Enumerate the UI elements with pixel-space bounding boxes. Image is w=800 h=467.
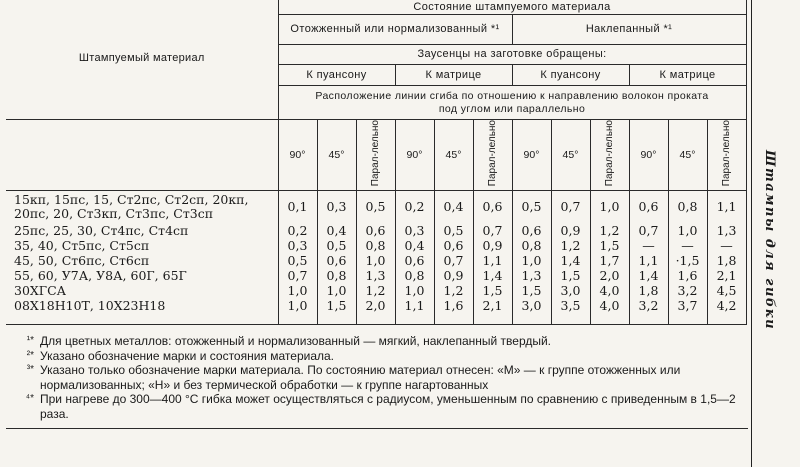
table-cell-value: 1,4 bbox=[560, 252, 581, 268]
bend-line-header: Расположение линии сгиба по отношению к направлению волокон проката под углом или параллельно bbox=[278, 86, 746, 120]
value-column bbox=[395, 190, 434, 324]
table-cell-value: 1,5 bbox=[482, 282, 503, 298]
parallel-header: Парал-лельно bbox=[487, 120, 498, 187]
table-cell-value: 0,6 bbox=[365, 222, 386, 238]
table-cell-value: 1,2 bbox=[599, 222, 620, 238]
table-cell-value: 1,3 bbox=[521, 267, 542, 283]
hardened-to-punch-header: К пуансону bbox=[512, 65, 629, 86]
table-cell-value: 0,2 bbox=[404, 198, 425, 214]
table-cell-value: 0,6 bbox=[404, 252, 425, 268]
table-cell-value: 2,1 bbox=[716, 267, 737, 283]
hardened-to-die-header: К матрице bbox=[629, 65, 746, 86]
angle-90-header: 90° bbox=[629, 120, 668, 191]
table-cell-value: 1,1 bbox=[638, 252, 659, 268]
angle-90-header: 90° bbox=[278, 120, 317, 191]
table-cell-value: — bbox=[720, 237, 733, 253]
table-cell-value: 1,0 bbox=[599, 198, 620, 214]
footnote bbox=[10, 349, 745, 364]
material-name: 08Х18Н10Т, 10Х23Н18 bbox=[14, 297, 166, 313]
state-header: Состояние штампуемого материала bbox=[278, 0, 746, 15]
table-cell-value: 0,2 bbox=[287, 222, 308, 238]
footnote-text: При нагреве до 300—400 °С гибка может осуществляться с радиусом, уменьшенным по сравнению с приведенным в 1,5—2 раза. bbox=[40, 392, 736, 421]
table-cell-value: 0,1 bbox=[287, 198, 308, 214]
table-cell-value: — bbox=[681, 237, 694, 253]
data-row bbox=[6, 190, 746, 324]
table-cell-value: 1,6 bbox=[677, 267, 698, 283]
material-name: 55, 60, У7А, У8А, 60Г, 65Г bbox=[14, 267, 187, 283]
value-column bbox=[473, 190, 512, 324]
table-cell-value: — bbox=[642, 237, 655, 253]
footnote-text: Для цветных металлов: отожженный и нормализованный — мягкий, наклепанный твердый. bbox=[40, 334, 552, 348]
table-cell-value: 1,5 bbox=[560, 267, 581, 283]
table-cell-value: 0,7 bbox=[560, 198, 581, 214]
table-cell-value: 1,0 bbox=[404, 282, 425, 298]
value-column bbox=[512, 190, 551, 324]
table-cell-value: 1,0 bbox=[287, 297, 308, 313]
table-cell-value: 0,9 bbox=[560, 222, 581, 238]
table-cell-value: 2,0 bbox=[365, 297, 386, 313]
table-cell-value: 1,4 bbox=[638, 267, 659, 283]
table-cell-value: 0,6 bbox=[521, 222, 542, 238]
table-cell-value: 1,8 bbox=[716, 252, 737, 268]
table-cell-value: 1,0 bbox=[365, 252, 386, 268]
angle-45-header: 45° bbox=[434, 120, 473, 191]
annealed-to-die-header: К матрице bbox=[395, 65, 512, 86]
table-cell-value: 1,3 bbox=[716, 222, 737, 238]
table-cell-value: 0,8 bbox=[404, 267, 425, 283]
parallel-header: Парал-лельно bbox=[604, 120, 615, 187]
material-name: 25пс, 25, 30, Ст4пс, Ст4сп bbox=[14, 222, 189, 238]
table-cell-value: 0,9 bbox=[443, 267, 464, 283]
footnote-mark: ²* bbox=[26, 349, 34, 361]
footnote bbox=[10, 363, 745, 392]
table-cell-value: 0,8 bbox=[677, 198, 698, 214]
table-cell-value: 0,8 bbox=[521, 237, 542, 253]
table-cell-value: 1,0 bbox=[326, 282, 347, 298]
table-cell-value: 0,5 bbox=[287, 252, 308, 268]
table-cell-value: 0,6 bbox=[443, 237, 464, 253]
table-cell-value: 0,6 bbox=[482, 198, 503, 214]
table-cell-value: 2,1 bbox=[482, 297, 503, 313]
table-cell-value: 1,2 bbox=[443, 282, 464, 298]
table-cell-value: 0,4 bbox=[326, 222, 347, 238]
table-cell-value: 1,4 bbox=[482, 267, 503, 283]
footnote-mark: ³* bbox=[26, 364, 34, 375]
table-cell-value: 0,5 bbox=[443, 222, 464, 238]
value-column bbox=[707, 190, 746, 324]
table-cell-value: 3,0 bbox=[521, 297, 542, 313]
table-cell-value: 0,3 bbox=[404, 222, 425, 238]
angle-45-header: 45° bbox=[317, 120, 356, 191]
footnote bbox=[10, 334, 745, 349]
table-cell-value: 1,7 bbox=[599, 252, 620, 268]
table-cell-value: 0,5 bbox=[365, 198, 386, 214]
table-cell-value: 0,7 bbox=[287, 267, 308, 283]
table-cell-value: 0,7 bbox=[443, 252, 464, 268]
table-cell-value: 4,2 bbox=[716, 297, 737, 313]
table-cell-value: 0,5 bbox=[521, 198, 542, 214]
table-cell-value: 3,2 bbox=[677, 282, 698, 298]
table-cell-value: 3,7 bbox=[677, 297, 698, 313]
table-cell-value: ·1,5 bbox=[675, 252, 700, 268]
bottom-rule bbox=[6, 428, 748, 429]
value-column bbox=[356, 190, 395, 324]
bend-radius-table bbox=[6, 0, 747, 325]
table-cell-value: 3,2 bbox=[638, 297, 659, 313]
page-spine-line bbox=[751, 0, 752, 467]
value-column bbox=[278, 190, 317, 324]
table-cell-value: 0,3 bbox=[326, 198, 347, 214]
work-hardened-header: Наклепанный *¹ bbox=[512, 15, 746, 45]
annealed-header: Отожженный или нормализованный *¹ bbox=[278, 15, 512, 45]
table-cell-value: 0,7 bbox=[482, 222, 503, 238]
material-name: 15кп, 15пс, 15, Ст2пс, Ст2сп, 20кп, 20пс, 20, Ст3кп, Ст3пс, Ст3сп bbox=[14, 191, 249, 221]
parallel-header: Парал-лельно bbox=[721, 120, 733, 187]
angle-90-header: 90° bbox=[395, 120, 434, 191]
table-cell-value: 1,6 bbox=[443, 297, 464, 313]
table-cell-value: 0,6 bbox=[326, 252, 347, 268]
material-header: Штампуемый материал bbox=[6, 0, 278, 120]
table-cell-value: 0,5 bbox=[326, 237, 347, 253]
table-cell-value: 1,5 bbox=[326, 297, 347, 313]
footnote-mark: ¹* bbox=[26, 335, 34, 346]
angle-45-header: 45° bbox=[668, 120, 707, 191]
table-cell-value: 3,0 bbox=[560, 282, 581, 298]
angle-45-header: 45° bbox=[551, 120, 590, 191]
value-column bbox=[590, 190, 629, 324]
table-cell-value: 0,3 bbox=[287, 237, 308, 253]
annealed-to-punch-header: К пуансону bbox=[278, 65, 395, 86]
table-cell-value: 1,1 bbox=[716, 198, 737, 214]
table-cell-value: 0,9 bbox=[482, 237, 503, 253]
table-cell-value: 4,0 bbox=[599, 282, 620, 298]
material-name: 35, 40, Ст5пс, Ст5сп bbox=[14, 237, 150, 253]
table-cell-value: 1,2 bbox=[560, 237, 581, 253]
table-cell-value: 1,0 bbox=[521, 252, 542, 268]
table-cell-value: 1,2 bbox=[365, 282, 386, 298]
table-cell-value: 3,5 bbox=[560, 297, 581, 313]
table-cell-value: 0,8 bbox=[365, 237, 386, 253]
table-cell-value: 0,7 bbox=[638, 222, 659, 238]
footnote bbox=[10, 392, 745, 421]
table-cell-value: 2,0 bbox=[599, 267, 620, 283]
table-cell-value: 1,8 bbox=[638, 282, 659, 298]
table-cell-value: 1,0 bbox=[287, 282, 308, 298]
table-cell-value: 1,0 bbox=[677, 222, 698, 238]
table-cell-value: 0,8 bbox=[326, 267, 347, 283]
table-cell-value: 1,1 bbox=[482, 252, 503, 268]
table-cell-value: 1,5 bbox=[599, 237, 620, 253]
footnote-text: Указано только обозначение марки материала. По состоянию материал отнесен: «М» — к группе отожженных или нормализованных; «Н» и без термической обработки — к группе нагартованных bbox=[40, 363, 681, 392]
table-cell-value: 0,4 bbox=[404, 237, 425, 253]
footnote-text: Указано обозначение марки и состояния материала. bbox=[40, 348, 335, 363]
blank-header-cell bbox=[6, 120, 278, 191]
angle-90-header: 90° bbox=[512, 120, 551, 191]
table-cell-value: 4,5 bbox=[716, 282, 737, 298]
table-cell-value: 0,6 bbox=[638, 198, 659, 214]
table-cell-value: 4,0 bbox=[599, 297, 620, 313]
angle-header-row bbox=[6, 120, 746, 191]
value-column bbox=[668, 190, 707, 324]
table-cell-value: 0,4 bbox=[443, 198, 464, 214]
material-names-cell bbox=[6, 190, 278, 324]
value-column bbox=[317, 190, 356, 324]
value-column bbox=[629, 190, 668, 324]
table-cell-value: 1,1 bbox=[404, 297, 425, 313]
table-cell-value: 1,5 bbox=[521, 282, 542, 298]
footnotes bbox=[10, 334, 745, 421]
burrs-header: Заусенцы на заготовке обращены: bbox=[278, 45, 746, 65]
footnote-mark: ⁴* bbox=[25, 393, 34, 404]
side-running-title: Штампы для гибки bbox=[762, 150, 777, 331]
value-column bbox=[551, 190, 590, 324]
material-name: 30ХГСА bbox=[14, 282, 67, 298]
table-cell-value: 1,3 bbox=[365, 267, 386, 283]
material-name: 45, 50, Ст6пс, Ст6сп bbox=[14, 252, 150, 268]
parallel-header: Парал-лельно bbox=[370, 120, 381, 187]
value-column bbox=[434, 190, 473, 324]
